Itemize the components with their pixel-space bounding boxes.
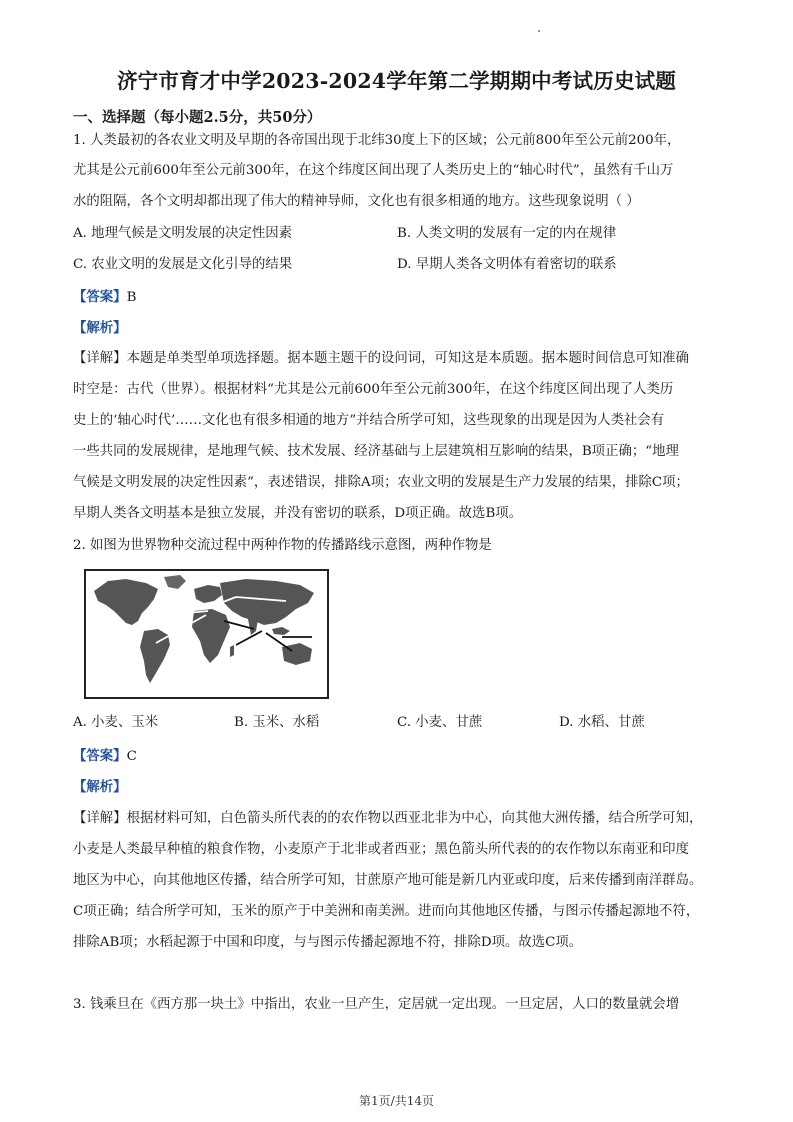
q1-answer-value: B xyxy=(126,290,137,305)
q2-detail-line-5: 排除AB项；水稻起源于中国和印度，与与图示传播起源地不符，排除D项。故选C项。 xyxy=(73,935,583,950)
q1-answer xyxy=(73,287,136,308)
q2-analysis-label: 【解析】 xyxy=(73,779,127,795)
continent-north-america xyxy=(94,579,158,625)
page-title: 济宁市育才中学2023-2024学年第二学期期中考试历史试题 xyxy=(116,69,677,93)
q1-detail-line-3: 史上的‘轴心时代’……文化也有很多相通的地方”并结合所学可知，这些现象的出现是因为人类社会有 xyxy=(73,413,665,428)
q2-detail-tag: 【详解】 xyxy=(73,811,127,826)
q1-option-c: C. 农业文明的发展是文化引导的结果 xyxy=(73,257,293,272)
q1-option-a: A. 地理气候是文明发展的决定性因素 xyxy=(73,226,293,241)
q2-stem: 2. 如图为世界物种交流过程中两种作物的传播路线示意图，两种作物是 xyxy=(73,538,492,553)
continent-asia xyxy=(220,579,314,625)
black-arrow-australia xyxy=(266,633,292,651)
continent-greenland xyxy=(164,575,186,589)
q2-option-c: C. 小麦、甘蔗 xyxy=(397,715,483,730)
q1-answer-tag: 【答案】 xyxy=(73,289,127,305)
world-map-figure xyxy=(86,571,327,697)
continent-europe xyxy=(194,585,222,603)
page-mark-dot xyxy=(538,30,540,32)
q1-detail-text-1: 本题是单类型单项选择题。据本题主题干的设问词，可知这是本质题。据本题时间信息可知准确 xyxy=(126,351,689,366)
q2-answer xyxy=(73,746,137,767)
q1-analysis-tag xyxy=(73,318,127,339)
section-heading: 一、选择题（每小题2.5分，共50分） xyxy=(73,109,322,126)
q1-detail-line-6: 早期人类各文明基本是独立发展，并没有密切的联系，D项正确。故选B项。 xyxy=(73,506,523,521)
q1-stem-line-2: 尤其是公元前600年至公元前300年，在这个纬度区间出现了人类历史上的“轴心时代”，虽然有千山万 xyxy=(73,163,674,178)
q1-detail-line-1 xyxy=(73,349,689,369)
q1-detail-line-2: 时空是：古代（世界）。根据材料“尤其是公元前600年至公元前300年，在这个纬度区间出现了人类历 xyxy=(73,382,674,397)
q2-answer-value: C xyxy=(126,749,137,764)
world-crop-map xyxy=(84,569,329,699)
q2-analysis-tag xyxy=(73,777,127,798)
q1-option-d: D. 早期人类各文明体有着密切的联系 xyxy=(397,257,617,272)
q1-detail-line-5: 气候是文明发展的决定性因素”，表述错误，排除A项；农业文明的发展是生产力发展的结果，排除C项； xyxy=(73,475,689,490)
continent-africa xyxy=(192,609,230,663)
page-footer: 第1页/共14页 xyxy=(359,1094,434,1108)
q2-detail-text-1: 根据材料可知，白色箭头所代表的的农作物以西亚北非为中心，向其他大洲传播，结合所学可知， xyxy=(126,811,703,826)
q3-stem: 3. 钱乘旦在《西方那一块土》中指出，农业一旦产生，定居就一定出现。一旦定居，人口的数量就会增 xyxy=(73,997,680,1012)
q2-option-d: D. 水稻、甘蔗 xyxy=(559,715,645,730)
q2-option-b: B. 玉米、水稻 xyxy=(234,715,320,730)
q2-detail-line-4: C项正确；结合所学可知，玉米的原产于中美洲和南美洲。进而向其他地区传播，与图示传播起源地不符， xyxy=(73,904,700,919)
q1-stem-line-1: 1. 人类最初的各农业文明及早期的各帝国出现于北纬30度上下的区域；公元前800年至公元前200年， xyxy=(73,133,681,148)
islands-southeast-asia xyxy=(272,627,290,635)
q1-detail-line-4: 一些共同的发展规律，是地理气候、技术发展、经济基础与上层建筑相互影响的结果，B项正确；“地理 xyxy=(73,444,679,459)
q1-analysis-label: 【解析】 xyxy=(73,320,127,336)
q1-detail-tag: 【详解】 xyxy=(73,351,127,366)
q2-detail-line-2: 小麦是人类最早种植的粮食作物，小麦原产于北非或者西亚；黑色箭头所代表的的农作物以东南亚和印度 xyxy=(73,842,689,857)
q2-option-a: A. 小麦、玉米 xyxy=(73,715,159,730)
q1-stem-line-3: 水的阻隔，各个文明却都出现了伟大的精神导师，文化也有很多相通的地方。这些现象说明（ ） xyxy=(73,194,640,209)
q1-option-b: B. 人类文明的发展有一定的内在规律 xyxy=(397,226,617,241)
q2-answer-tag: 【答案】 xyxy=(73,748,127,764)
island-madagascar xyxy=(230,645,234,657)
q2-detail-line-3: 地区为中心，向其他地区传播，结合所学可知，甘蔗原产地可能是新几内亚或印度，后来传播到南洋群岛。 xyxy=(73,873,703,888)
black-arrow-africa xyxy=(236,631,262,645)
q2-detail-line-1 xyxy=(73,809,702,829)
